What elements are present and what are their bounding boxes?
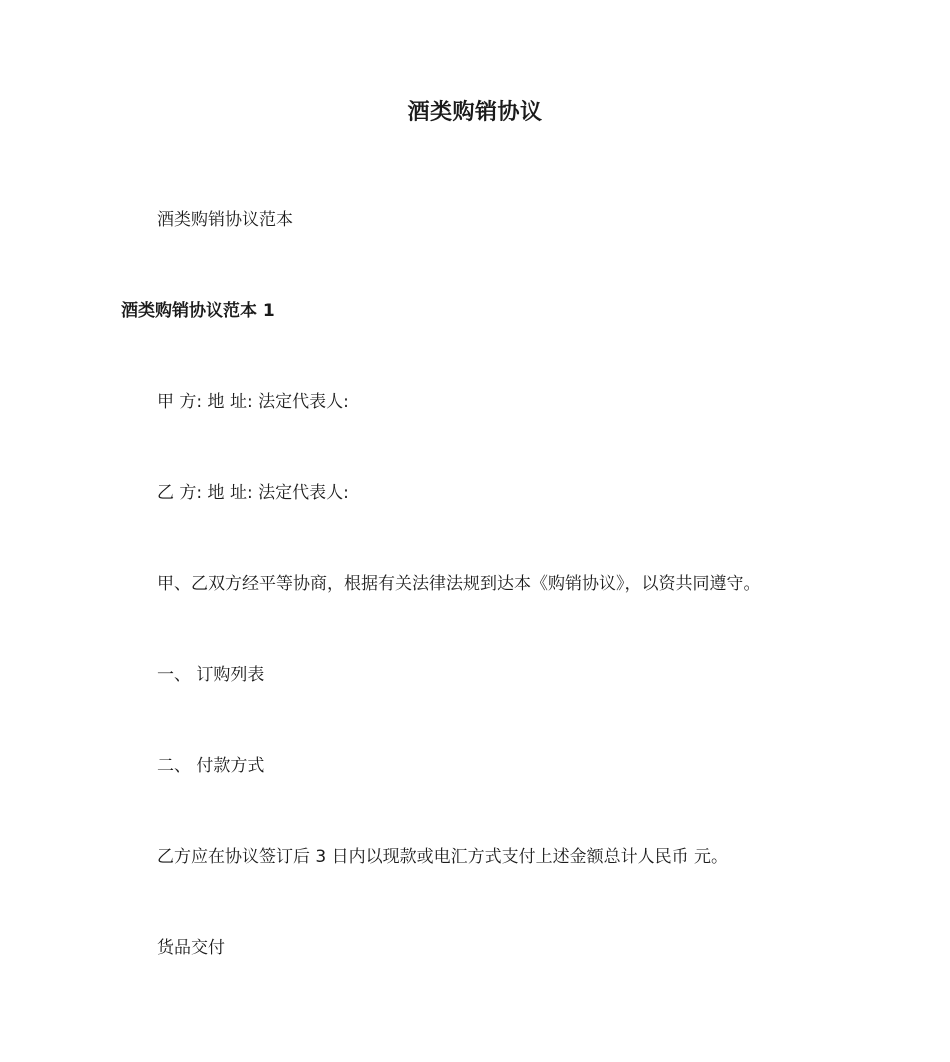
section-heading: 酒类购销协议范本 1 [121, 301, 275, 321]
party-b-line: 乙 方: 地 址: 法定代表人: [157, 483, 349, 503]
party-a-line: 甲 方: 地 址: 法定代表人: [157, 392, 349, 412]
order-list-heading: 一、 订购列表 [157, 665, 265, 685]
agreement-intro-paragraph: 甲、乙双方经平等协商，根据有关法律法规到达本《购销协议》，以资共同遵守。 [157, 574, 761, 594]
goods-delivery-heading: 货品交付 [157, 938, 225, 958]
document-title: 酒类购销协议 [407, 100, 543, 125]
payment-terms-paragraph: 乙方应在协议签订后 3 日内以现款或电汇方式支付上述金额总计人民币 元。 [157, 847, 729, 867]
document-subtitle: 酒类购销协议范本 [157, 210, 293, 230]
payment-method-heading: 二、 付款方式 [157, 756, 265, 776]
